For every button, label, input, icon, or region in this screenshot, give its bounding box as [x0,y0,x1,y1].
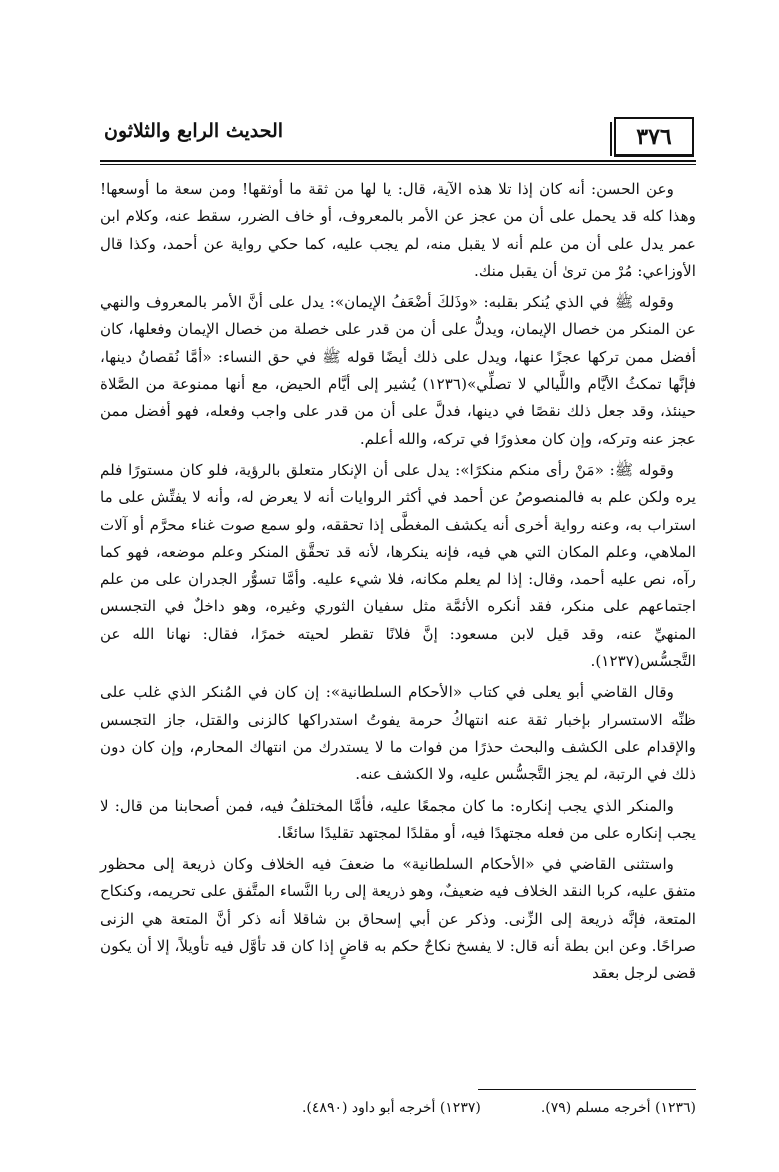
page-number-box [614,117,694,157]
paragraph-5: والمنكر الذي يجب إنكاره: ما كان مجمعًا عليه، فأمَّا المختلفُ فيه، فمن أصحابنا من قال: لا يجب إنكاره على من فعله مجتهدًا فيه، أو مقلدًا لمجتهد تقليدًا سائغًا. [100,796,696,842]
paragraph-3: وقوله ﷺ: «مَنْ رأى منكم منكرًا»: يدل على أن الإنكار متعلق بالرؤية، فلو كان مستورًا فلم يره ولكن علم به فالمنصوصُ عن أحمد في أكثر الروايات أنه لا يعرض له، وأنه لا يفتِّش على ما استراب به، وعنه رواية أخرى أنه يكشف المغطَّى إذا تحققه، ولو سمع صوت غناء محرَّم أو آلات الملاهي، وعلم المكان التي هي فيه، فإنه ينكرها، لأنه قد تحقَّق المنكر وعلم موضعه، فهو كما رآه، نص عليه أحمد، وقال: إذا لم يعلم مكانه، فلا شيء عليه. وأمَّا تسوُّر الجدران على من علم اجتماعهم على منكر، فقد أنكره الأئمَّة مثل سفيان الثوري وغيره، وهو داخلٌ في التجسس المنهيِّ عنه، وقد قيل لابن مسعود: إنَّ فلانًا تقطر لحيته خمرًا، فقال: نهانا الله عن التَّجسُّس(١٢٣٧). [100,460,696,671]
header-divider-thin [100,164,696,165]
paragraph-2: وقوله ﷺ في الذي يُنكر بقلبه: «وذَلكَ أضْعَفُ الإيمان»: يدل على أنَّ الأمر بالمعروف والنهي عن المنكر من خصال الإيمان، ويدلُّ على أن من قدر على خصلة من خصال الإيمان وفعلها، كان أفضل ممن تركها عجزًا عنها، ويدل على ذلك أيضًا قوله ﷺ في حق النساء: «أمَّا نُقصانُ دينها، فإنَّها تمكثُ الأيَّام واللَّيالي لا تصلِّي»(١٢٣٦) يُشير إلى أيَّام الحيض، مع أنها ممنوعة من الصَّلاة حينئذ، وقد جعل ذلك نقصًا في دينها، فدلَّ على أن من قدر على واجب وفعله، فهو أفضل ممن عجز عنه وتركه، وإن كان معذورًا في تركه، والله أعلم. [100,293,696,448]
paragraph-1: وعن الحسن: أنه كان إذا تلا هذه الآية، قال: يا لها من ثقة ما أوثقها! ومن سعة ما أوسعها! وهذا كله قد يحمل على أن من عجز عن الأمر بالمعروف، أو خاف الضرر، سقط عنه، وكلام ابن عمر يدل على أن من علم أنه لا يقبل منه، لم يجب عليه، كما حكي رواية عن أحمد، وكذا قال الأوزاعي: مُرْ من ترىٰ أن يقبل منك. [100,180,696,280]
paragraph-4: وقال القاضي أبو يعلى في كتاب «الأحكام السلطانية»: إن كان في المُنكر الذي غلب على ظنِّه الاستسرار بإخبار ثقة عنه انتهاكُ حرمة يفوتُ استدراكها كالزنى والقتل، جاز التجسس والإقدام على الكشف والبحث حذرًا من فوات ما لا يستدرك من انتهاك المحارم، وإن كان دون ذلك في الرتبة، لم يجز التَّجسُّس عليه، ولا الكشف عنه. [100,683,696,784]
running-header-title: الحديث الرابع والثلاثون [104,120,284,142]
header-divider [100,160,696,162]
main-text [100,176,696,992]
page-number: ٣٧٦ [636,123,672,150]
footnote-divider [478,1089,696,1090]
paragraph-6: واستثنى القاضي في «الأحكام السلطانية» ما ضعفَ فيه الخلاف وكان ذريعة إلى محظور متفق عليه، كربا النقد الخلاف فيه ضعيفٌ، وهو ذريعة إلى ربا النَّساء المتَّفق على تحريمه، وكنكاح المتعة، فإنَّه ذريعة إلى الزِّنى. وذكر عن أبي إسحاق بن شاقلا أنه ذكر أنَّ المتعة هي الزنى صراحًا. وعن ابن بطة أنه قال: لا يفسخ نكاحٌ حكم به قاضٍ إذا كان قد تأوَّل فيه تأويلاً، إلا أن يكون قضى لرجل بعقد [100,855,696,983]
footnote-1237: (١٢٣٧) أخرجه أبو داود (٤٨٩٠). [301,1100,481,1116]
footnotes [220,1100,696,1116]
footnote-1236: (١٢٣٦) أخرجه مسلم (٧٩). [540,1100,696,1116]
